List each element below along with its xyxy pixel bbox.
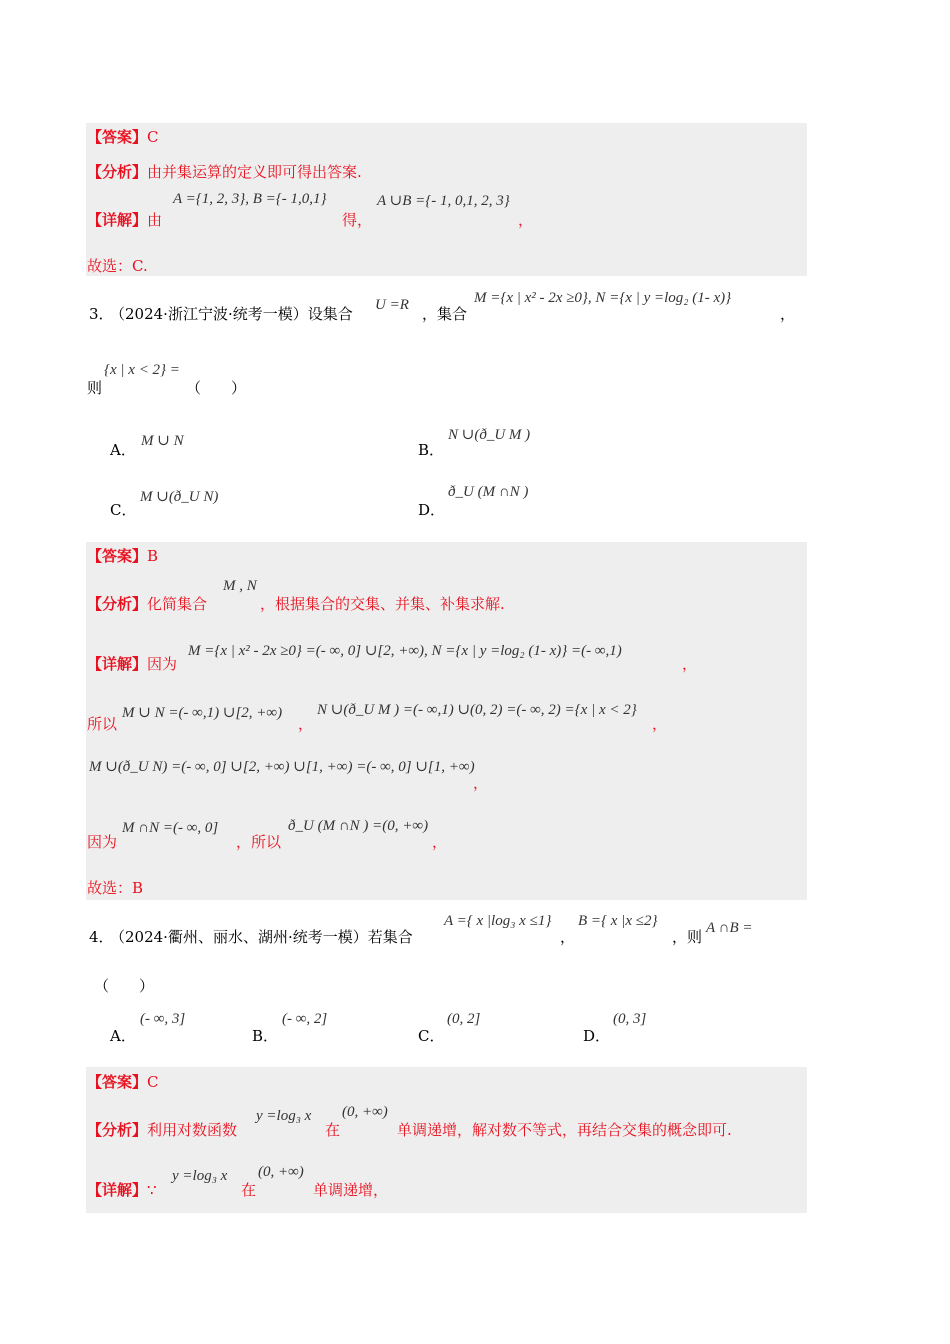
q3-detail-end: ， — [682, 655, 698, 673]
analysis-lead: 利用对数函数 — [147, 1121, 238, 1139]
q4-stem-ab: A ∩B = — [706, 920, 753, 936]
q3-because-math2: ð_U (M ∩N ) =(0, +∞) — [288, 818, 429, 834]
q2-analysis-line — [87, 162, 362, 182]
q4-stem-comma1: ， — [560, 928, 576, 946]
q2-detail-math2: A ∪B ={- 1, 0,1, 2, 3} — [377, 193, 510, 209]
analysis-tag: 【分析】 — [87, 163, 148, 181]
q3-because-lead: 因为 — [87, 833, 118, 851]
detail-tag: 【详解】 — [87, 211, 148, 229]
q3-option-b-label[interactable]: B． — [418, 441, 445, 459]
q4-detail-interval: (0, +∞) — [258, 1164, 304, 1180]
answer-value: C — [147, 1073, 159, 1091]
q4-analysis-interval: (0, +∞) — [342, 1104, 388, 1120]
q4-option-d-label[interactable]: D． — [583, 1027, 611, 1045]
q4-analysis-line — [87, 1120, 237, 1140]
q4-option-a-label[interactable]: A． — [110, 1027, 136, 1045]
q3-so-lead: 所以 — [87, 715, 118, 733]
q4-option-b-math[interactable]: (- ∞, 2] — [282, 1011, 328, 1027]
q4-detail-zai: 在 — [241, 1181, 257, 1199]
q3-stem-u: U =R — [375, 297, 409, 313]
q4-option-c-label[interactable]: C． — [418, 1027, 445, 1045]
q4-analysis-zai: 在 — [325, 1121, 341, 1139]
q4-stem-comma2: ，则 — [672, 928, 703, 946]
q4-answer-line — [87, 1072, 159, 1092]
q3-line3-comma: ， — [473, 774, 489, 792]
q3-analysis-rest: ，根据集合的交集、并集、补集求解. — [260, 595, 505, 613]
q4-option-b-label[interactable]: B． — [252, 1027, 279, 1045]
q4-stem-a: A ={ x |log₃ x ≤1} — [444, 913, 552, 929]
q2-answer-line — [87, 127, 159, 147]
q3-option-a-math[interactable]: M ∪ N — [141, 433, 184, 449]
q2-detail-line — [87, 210, 162, 230]
q4-stem-source: （2024·衢州、丽水、湖州·统考一模）若集合 — [110, 928, 413, 946]
q4-solution-box — [86, 1067, 807, 1213]
q3-answer-line — [87, 546, 158, 566]
q4-option-c-math[interactable]: (0, 2] — [447, 1011, 481, 1027]
q3-detail-line — [87, 654, 177, 674]
answer-tag: 【答案】 — [87, 547, 148, 565]
q4-detail-line — [87, 1180, 157, 1200]
q3-stem-paren: （ ） — [186, 379, 247, 397]
q3-because-math: M ∩N =(- ∞, 0] — [122, 820, 219, 836]
q3-analysis-line — [87, 594, 207, 614]
analysis-lead: 化简集合 — [147, 595, 208, 613]
detail-lead: 由 — [147, 211, 163, 229]
q4-analysis-rest: 单调递增，解对数不等式，再结合交集的概念即可. — [397, 1121, 732, 1139]
q3-stem-source: （2024·浙江宁波·统考一模）设集合 — [110, 305, 353, 323]
q3-option-c-label[interactable]: C． — [110, 501, 137, 519]
q2-detail-end: ， — [518, 211, 534, 229]
q4-option-d-math[interactable]: (0, 3] — [613, 1011, 647, 1027]
q3-option-c-math[interactable]: M ∪(ð_U N) — [140, 489, 219, 505]
answer-value: C — [147, 128, 159, 146]
q3-so-comma1: ， — [298, 715, 314, 733]
q2-detail-math1: A ={1, 2, 3}, B ={- 1,0,1} — [173, 191, 327, 207]
q3-line3-math: M ∪(ð_U N) =(- ∞, 0] ∪[2, +∞) ∪[1, +∞) =(- ∞, 0] ∪[1, +∞) — [89, 759, 475, 775]
q3-stem-ze: 则 — [87, 379, 103, 397]
q3-choose: 故选：B — [87, 879, 144, 897]
q4-stem-b: B ={ x |x ≤2} — [578, 913, 658, 929]
q4-stem-num: 4． — [89, 928, 114, 946]
q3-so-math2: N ∪(ð_U M ) =(- ∞,1) ∪(0, 2) =(- ∞, 2) ={x | x < 2} — [317, 702, 637, 718]
q3-detail-math: M ={x | x² - 2x ≥0} =(- ∞, 0] ∪[2, +∞), N ={x | y =log₂ (1- x)} =(- ∞,1) — [188, 643, 622, 659]
q3-option-a-label[interactable]: A． — [110, 441, 136, 459]
q4-detail-rest: 单调递增， — [313, 1181, 389, 1199]
answer-tag: 【答案】 — [87, 128, 148, 146]
q4-detail-math: y =log₃ x — [172, 1168, 228, 1184]
q2-detail-mid: 得， — [342, 211, 373, 229]
q3-analysis-math: M , N — [223, 578, 257, 594]
answer-value: B — [147, 547, 159, 565]
detail-tag: 【详解】 — [87, 1181, 148, 1199]
q3-because-end: ， — [432, 833, 448, 851]
q3-stem-num: 3． — [89, 305, 114, 323]
q4-analysis-math: y =log₃ x — [256, 1108, 312, 1124]
answer-tag: 【答案】 — [87, 1073, 148, 1091]
q2-choose: 故选：C. — [87, 257, 148, 275]
q3-because-mid: ，所以 — [236, 833, 282, 851]
detail-tag: 【详解】 — [87, 655, 148, 673]
q4-stem-paren: （ ） — [94, 977, 155, 995]
analysis-tag: 【分析】 — [87, 595, 148, 613]
q3-option-d-label[interactable]: D． — [418, 501, 446, 519]
q3-stem-target: {x | x < 2} = — [104, 362, 180, 378]
detail-lead: 因为 — [147, 655, 178, 673]
q3-stem-sets: M ={x | x² - 2x ≥0}, N ={x | y =log₂ (1- x)} — [474, 290, 732, 306]
analysis-tag: 【分析】 — [87, 1121, 148, 1139]
q3-stem-mid: ，集合 — [422, 305, 468, 323]
q4-option-a-math[interactable]: (- ∞, 3] — [140, 1011, 186, 1027]
q3-so-comma2: ， — [652, 715, 668, 733]
q3-so-math1: M ∪ N =(- ∞,1) ∪[2, +∞) — [122, 705, 283, 721]
q3-stem-comma: ， — [780, 305, 796, 323]
q3-option-b-math[interactable]: N ∪(ð_U M ) — [448, 427, 531, 443]
detail-since: ∵ — [147, 1181, 157, 1199]
analysis-text: 由并集运算的定义即可得出答案. — [147, 163, 362, 181]
q3-option-d-math[interactable]: ð_U (M ∩N ) — [448, 484, 529, 500]
